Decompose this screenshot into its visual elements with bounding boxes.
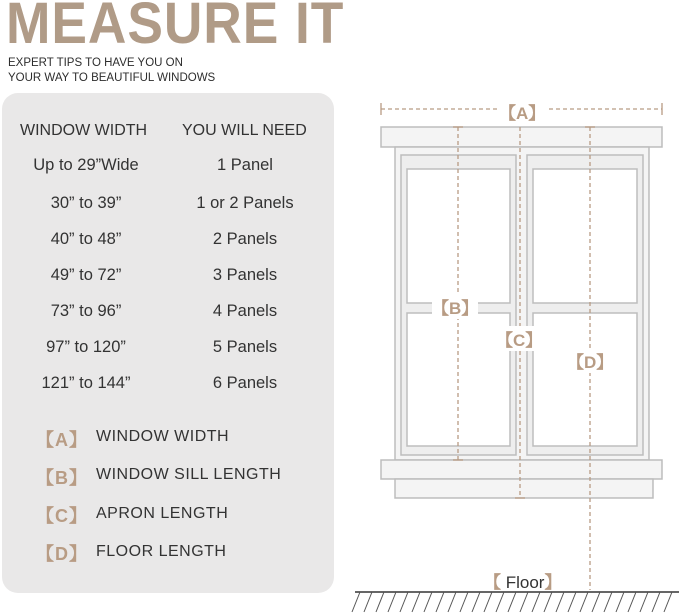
column-header-you-will-need: YOU WILL NEED (182, 122, 307, 139)
table-row-need: 4 Panels (212, 302, 278, 320)
legend-text-d: FLOOR LENGTH (96, 543, 227, 560)
table-row-need: 1 or 2 Panels (196, 194, 294, 212)
diagram-label-b: 【B】 (432, 294, 478, 319)
window-illustration (381, 127, 662, 498)
diagram-label-c: 【C】 (496, 326, 542, 351)
floor-label-open: 【 (484, 573, 501, 592)
diagram-label-d: 【D】 (567, 348, 613, 373)
legend-mark-a: 【A】 (36, 430, 88, 450)
floor (352, 592, 679, 612)
legend-text-a: WINDOW WIDTH (96, 428, 230, 445)
page-title: MEASURE IT (6, 0, 345, 56)
table-row-need: 2 Panels (212, 230, 278, 248)
floor-hatching (352, 592, 672, 612)
right-lower-pane (533, 313, 637, 446)
window-apron (395, 479, 653, 498)
right-upper-pane (533, 169, 637, 303)
subtitle-line-1: EXPERT TIPS TO HAVE YOU ON (8, 57, 183, 69)
table-row-width: 49” to 72” (50, 266, 122, 284)
legend-mark-b: 【B】 (36, 468, 88, 488)
column-header-window-width: WINDOW WIDTH (20, 122, 148, 139)
subtitle-line-2: YOUR WAY TO BEAUTIFUL WINDOWS (8, 71, 216, 84)
table-row-need: 1 Panel (217, 156, 273, 174)
table-row-width: 40” to 48” (50, 230, 122, 248)
window-header-trim (381, 127, 662, 147)
table-row-need: 5 Panels (212, 338, 278, 356)
window-sill (381, 460, 662, 479)
legend-mark-c: 【C】 (36, 506, 88, 526)
table-row-width: Up to 29”Wide (33, 156, 139, 174)
floor-label (484, 568, 561, 593)
floor-label-word: Floor (501, 573, 545, 592)
table-row-width: 30” to 39” (50, 194, 122, 212)
legend-mark-d: 【D】 (36, 544, 88, 564)
table-row-need: 6 Panels (212, 374, 278, 392)
floor-label-close: 】 (544, 573, 562, 592)
legend-text-c: APRON LENGTH (96, 505, 229, 522)
table-row-width: 121” to 144” (41, 374, 131, 392)
legend-text-b: WINDOW SILL LENGTH (96, 466, 282, 483)
diagram-label-a: 【A】 (497, 99, 547, 124)
table-row-need: 3 Panels (212, 266, 278, 284)
table-row-width: 73” to 96” (50, 302, 122, 320)
table-row-width: 97” to 120” (46, 338, 126, 356)
